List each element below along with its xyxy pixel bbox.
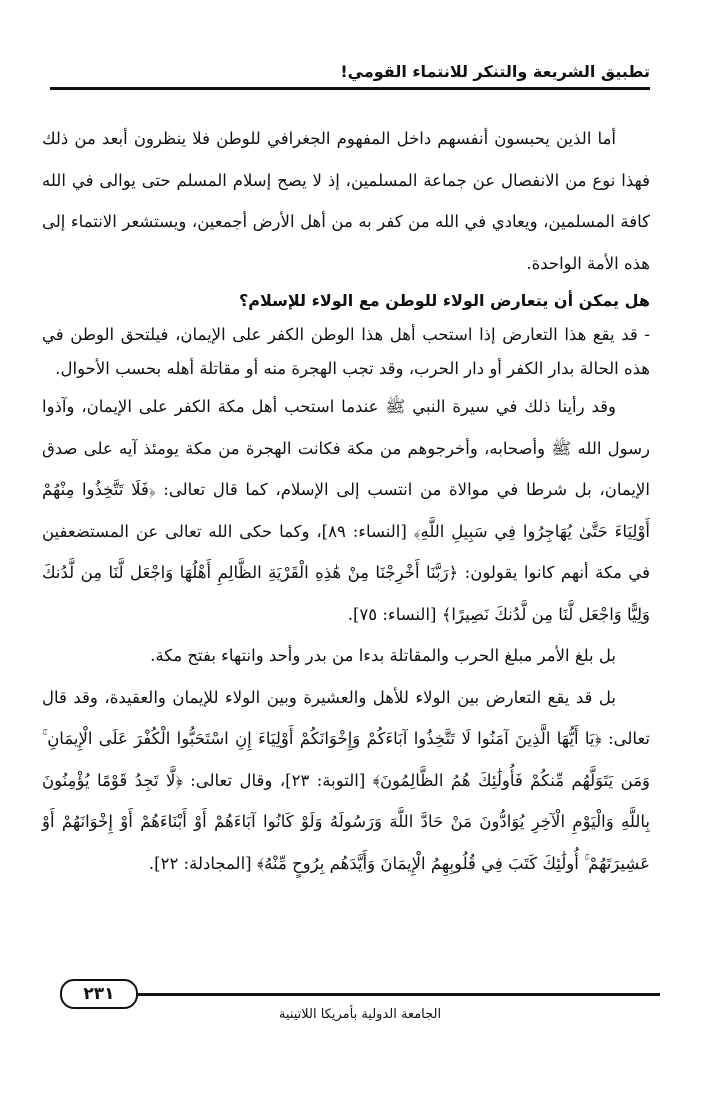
paragraph: بل بلغ الأمر مبلغ الحرب والمقاتلة بدءا من بدر وأحد وانتهاء بفتح مكة. <box>150 646 616 665</box>
paragraph: بل قد يقع التعارض بين الولاء للأهل والعشيرة وبين الولاء للإيمان والعقيدة، وقد قال تعالى: ﴿يَا أَيُّهَا الَّذِينَ آمَنُوا لَا تَتَّخِذُوا آبَاءَكُمْ وَإِخْوَانَكُمْ أَوْلِيَاءَ إِنِ اسْتَحَبُّوا الْكُفْرَ عَلَى الْإِيمَانِ ۚ وَمَن يَتَوَلَّهُم مِّنكُمْ فَأُولَٰئِكَ هُمُ الظَّالِمُونَ﴾ [التوبة: ٢٣]، وقال تعالى: ﴿لَّا تَجِدُ قَوْمًا يُؤْمِنُونَ بِاللَّهِ وَالْيَوْمِ الْآخِرِ يُوَادُّونَ مَنْ حَادَّ اللَّهَ وَرَسُولَهُ وَلَوْ كَانُوا آبَاءَهُمْ أَوْ أَبْنَاءَهُمْ أَوْ إِخْوَانَهُمْ أَوْ عَشِيرَتَهُمْ ۚ أُولَٰئِكَ كَتَبَ فِي قُلُوبِهِمُ الْإِيمَانَ وَأَيَّدَهُم بِرُوحٍ مِّنْهُ﴾ [المجادلة: ٢٢]. <box>42 687 651 873</box>
header-title: تطبيق الشريعة والتنكر للانتماء القومي! <box>340 62 650 81</box>
body-text <box>42 118 650 884</box>
running-header <box>50 62 650 90</box>
publisher-name: الجامعة الدولية بأمريكا اللاتينية <box>278 1007 442 1022</box>
paragraph: وقد رأينا ذلك في سيرة النبي ﷺ عندما استحب أهل مكة الكفر على الإيمان، وآذوا رسول الله ﷺ وأصحابه، وأخرجوهم من مكة فكانت الهجرة من مكة يومئذ آيه على صدق الإيمان، بل شرطا في موالاة من انتسب إلى الإسلام، كما قال تعالى: ﴿فَلَا تَتَّخِذُوا مِنْهُمْ أَوْلِيَاءَ حَتَّىٰ يُهَاجِرُوا فِي سَبِيلِ اللَّهِ﴾ [النساء: ٨٩]، وكما حكى الله تعالى عن المستضعفين في مكة أنهم كانوا يقولون: ﴿رَبَّنَا أَخْرِجْنَا مِنْ هَٰذِهِ الْقَرْيَةِ الظَّالِمِ أَهْلُهَا وَاجْعَل لَّنَا مِن لَّدُنكَ وَلِيًّا وَاجْعَل لَّنَا مِن لَّدُنكَ نَصِيرًا﴾ [النساء: ٧٥]. <box>42 397 651 624</box>
section-heading: هل يمكن أن يتعارض الولاء للوطن مع الولاء للإسلام؟ <box>239 291 650 310</box>
paragraph: - قد يقع هذا التعارض إذا استحب أهل هذا الوطن الكفر على الإيمان، فيلتحق الوطن في هذه الحالة بدار الكفر أو دار الحرب، وقد تجب الهجرة منه أو مقاتلة أهله بحسب الأحوال. <box>42 325 650 378</box>
page-number: ٢٣١ <box>60 979 138 1009</box>
page-footer <box>60 975 660 1035</box>
paragraph: أما الذين يحبسون أنفسهم داخل المفهوم الجغرافي للوطن فلا ينظرون أبعد من ذلك فهذا نوع من الانفصال عن جماعة المسلمين، إذ لا يصح إسلام المسلم حتى يوالى في الله كافة المسلمين، ويعادي في الله من كفر به من أهل الأرض أجمعين، ويستشعر الانتماء إلى هذه الأمة الواحدة. <box>42 129 650 273</box>
footer-rule <box>130 993 660 996</box>
